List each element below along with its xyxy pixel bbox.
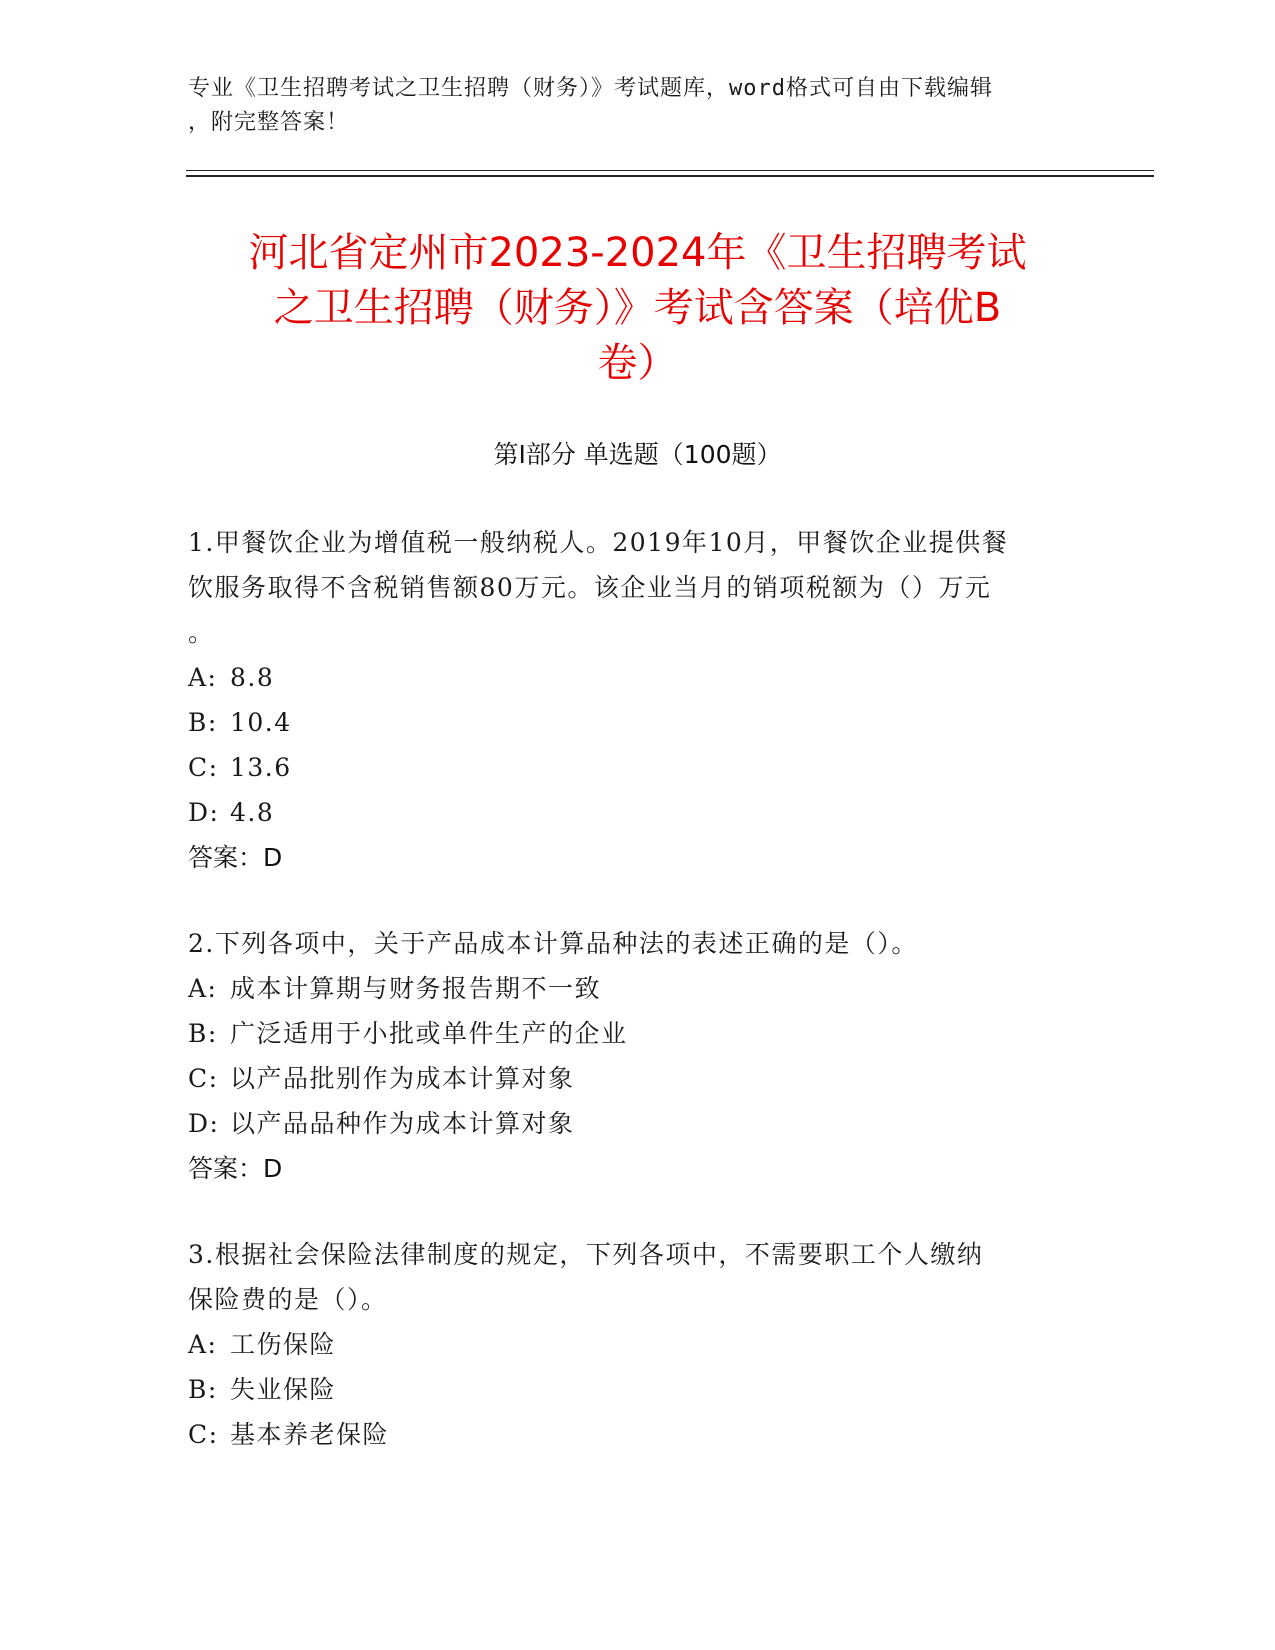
title-line-2: 之卫生招聘（财务）》考试含答案（培优B (273, 285, 1002, 331)
option-letter: C: (188, 753, 219, 782)
question-stem-line: 保险费的是（）。 (188, 1285, 388, 1314)
option-text: 13.6 (230, 753, 292, 782)
option-c (188, 1056, 1088, 1101)
answer-line: 答案：D (188, 1154, 283, 1183)
option-letter: B: (188, 708, 218, 737)
title-line-3: 卷） (597, 340, 678, 386)
option-letter: B: (188, 1375, 218, 1404)
option-letter: C: (188, 1064, 219, 1093)
option-d (188, 1101, 1088, 1146)
option-text: 广泛适用于小批或单件生产的企业 (230, 1019, 628, 1048)
option-c (188, 1412, 1088, 1457)
option-letter: B: (188, 1019, 218, 1048)
option-letter: A: (188, 1330, 218, 1359)
question-list (188, 520, 1088, 1498)
option-text: 4.8 (230, 798, 275, 827)
option-text: 工伤保险 (230, 1330, 337, 1359)
option-a (188, 966, 1088, 1011)
title-line-1: 河北省定州市2023-2024年《卫生招聘考试 (248, 230, 1027, 276)
option-b (188, 700, 1088, 745)
question-stem-line: 。 (188, 618, 215, 647)
header-note-line-2: ，附完整答案！ (188, 110, 350, 135)
header-note (188, 72, 1068, 140)
option-d (188, 790, 1088, 835)
option-text: 以产品品种作为成本计算对象 (230, 1109, 575, 1138)
option-letter: A: (188, 663, 218, 692)
option-text: 失业保险 (230, 1375, 337, 1404)
option-text: 10.4 (230, 708, 292, 737)
header-rule-thick (186, 175, 1154, 177)
option-text: 成本计算期与财务报告期不一致 (230, 974, 602, 1003)
option-letter: A: (188, 974, 218, 1003)
option-a (188, 1322, 1088, 1367)
option-letter: C: (188, 1420, 219, 1449)
option-b (188, 1011, 1088, 1056)
question-1 (188, 520, 1088, 880)
question-3 (188, 1232, 1088, 1457)
answer-line: 答案：D (188, 843, 283, 872)
option-letter: D: (188, 798, 220, 827)
option-letter: D: (188, 1109, 220, 1138)
question-2 (188, 921, 1088, 1191)
header-note-line-1: 专业《卫生招聘考试之卫生招聘（财务）》考试题库，word格式可自由下载编辑 (188, 76, 993, 101)
header-rule-thin (186, 170, 1154, 171)
option-text: 基本养老保险 (230, 1420, 390, 1449)
option-b (188, 1367, 1088, 1412)
option-a (188, 655, 1088, 700)
option-text: 8.8 (230, 663, 275, 692)
document-title (180, 226, 1095, 391)
question-stem-line: 饮服务取得不含税销售额80万元。该企业当月的销项税额为（）万元 (188, 573, 992, 602)
question-stem-line: 3.根据社会保险法律制度的规定，下列各项中，不需要职工个人缴纳 (188, 1240, 984, 1269)
section-heading: 第Ⅰ部分 单选题（100题） (493, 440, 782, 469)
option-c (188, 745, 1088, 790)
question-stem-line: 1.甲餐饮企业为增值税一般纳税人。2019年10月，甲餐饮企业提供餐 (188, 528, 1009, 557)
option-text: 以产品批别作为成本计算对象 (230, 1064, 575, 1093)
question-stem-line: 2.下列各项中，关于产品成本计算品种法的表述正确的是（）。 (188, 929, 918, 958)
